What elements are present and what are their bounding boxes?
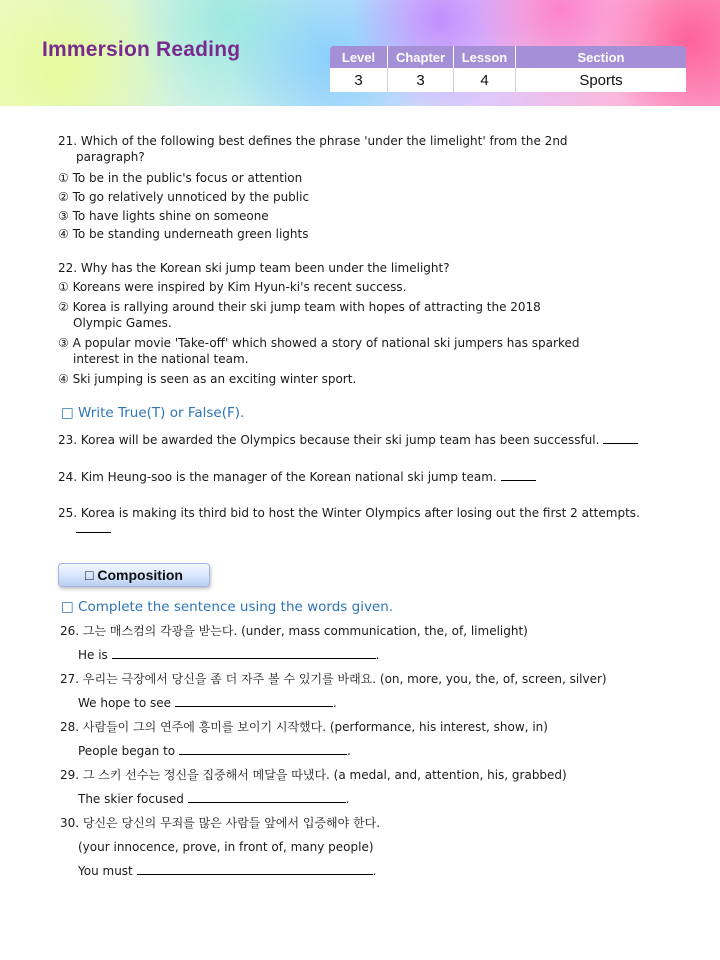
level-label: Level xyxy=(330,46,388,68)
q26-prompt: 26. 그는 매스컴의 각광을 받는다. (under, mass communication, the, of, limelight) xyxy=(60,624,528,638)
q21-option-2[interactable]: ② To go relatively unnoticed by the public xyxy=(58,190,310,204)
q28-answer-blank[interactable] xyxy=(179,743,347,755)
chapter-label: Chapter xyxy=(388,46,454,68)
q26-period: . xyxy=(375,648,380,662)
q27-period: . xyxy=(332,696,337,710)
q22-option-3-cont: interest in the national team. xyxy=(73,352,249,366)
tf-instruction: □ Write True(T) or False(F). xyxy=(61,405,245,421)
q23 xyxy=(58,432,638,448)
lesson-value: 4 xyxy=(454,68,516,92)
q28-answer-line xyxy=(78,743,351,759)
section-value: Sports xyxy=(579,71,623,89)
q23-text: 23. Korea will be awarded the Olympics because their ski jump team has been successful. xyxy=(58,433,600,447)
q21-option-4[interactable]: ④ To be standing underneath green lights xyxy=(58,227,309,241)
lesson-info-value-row xyxy=(330,68,686,92)
page-header xyxy=(0,0,720,106)
lesson-label: Lesson xyxy=(454,46,516,68)
lesson-info-header-row xyxy=(330,46,686,68)
q22-option-3[interactable]: ③ A popular movie 'Take-off' which showed a story of national ski jumpers has sparked xyxy=(58,336,580,350)
q27-prompt: 27. 우리는 극장에서 당신을 좀 더 자주 볼 수 있기를 바래요. (on, more, you, the, of, screen, silver) xyxy=(60,672,607,686)
q26-answer-line xyxy=(78,647,379,663)
q30-word-list: (your innocence, prove, in front of, many people) xyxy=(78,840,374,854)
q21-option-1[interactable]: ① To be in the public's focus or attention xyxy=(58,171,303,185)
q22-stem: 22. Why has the Korean ski jump team been under the limelight? xyxy=(58,261,450,275)
lesson-info-table xyxy=(330,46,686,92)
q30-answer-blank[interactable] xyxy=(137,863,373,875)
level-value: 3 xyxy=(330,68,388,92)
q21-stem-cont: paragraph? xyxy=(76,150,145,164)
q30-prompt: 30. 당신은 당신의 무죄를 많은 사람들 앞에서 입증해야 한다. xyxy=(60,816,381,830)
q26-answer-start: He is xyxy=(78,648,108,662)
q28-answer-start: People began to xyxy=(78,744,176,758)
q22-option-2-cont: Olympic Games. xyxy=(73,316,172,330)
section-label: Section xyxy=(577,49,625,65)
q27-answer-blank[interactable] xyxy=(175,695,333,707)
q28-prompt: 28. 사람들이 그의 연주에 흥미를 보이기 시작했다. (performance, his interest, show, in) xyxy=(60,720,548,734)
q22-option-4[interactable]: ④ Ski jumping is seen as an exciting winter sport. xyxy=(58,372,357,386)
q21-stem: 21. Which of the following best defines the phrase 'under the limelight' from the 2nd xyxy=(58,134,568,148)
composition-instruction: □ Complete the sentence using the words given. xyxy=(61,599,394,615)
q24-text: 24. Kim Heung-soo is the manager of the Korean national ski jump team. xyxy=(58,470,497,484)
chapter-value: 3 xyxy=(388,68,454,92)
q25-text: 25. Korea is making its third bid to host the Winter Olympics after losing out the first 2 attempts. xyxy=(58,506,640,520)
q27-answer-start: We hope to see xyxy=(78,696,171,710)
q25-answer-line xyxy=(76,521,111,537)
q29-answer-line xyxy=(78,791,349,807)
q27-answer-line xyxy=(78,695,337,711)
q30-answer-line xyxy=(78,863,376,879)
q29-answer-blank[interactable] xyxy=(188,791,346,803)
q29-prompt: 29. 그 스키 선수는 정신을 집중해서 메달을 따냈다. (a medal, and, attention, his, grabbed) xyxy=(60,768,567,782)
brand-title: Immersion Reading xyxy=(42,38,241,61)
composition-section-button: □ Composition xyxy=(58,563,210,587)
q28-period: . xyxy=(346,744,351,758)
q25-answer-blank[interactable] xyxy=(76,521,111,533)
q24 xyxy=(58,469,536,485)
q30-period: . xyxy=(372,864,377,878)
q22-option-2[interactable]: ② Korea is rallying around their ski jump team with hopes of attracting the 2018 xyxy=(58,300,541,314)
q29-period: . xyxy=(345,792,350,806)
q24-answer-blank[interactable] xyxy=(501,469,536,481)
q30-answer-start: You must xyxy=(78,864,133,878)
q22-option-1[interactable]: ① Koreans were inspired by Kim Hyun-ki's recent success. xyxy=(58,280,407,294)
q26-answer-blank[interactable] xyxy=(112,647,376,659)
q21-option-3[interactable]: ③ To have lights shine on someone xyxy=(58,209,269,223)
q23-answer-blank[interactable] xyxy=(603,432,638,444)
q29-answer-start: The skier focused xyxy=(78,792,184,806)
